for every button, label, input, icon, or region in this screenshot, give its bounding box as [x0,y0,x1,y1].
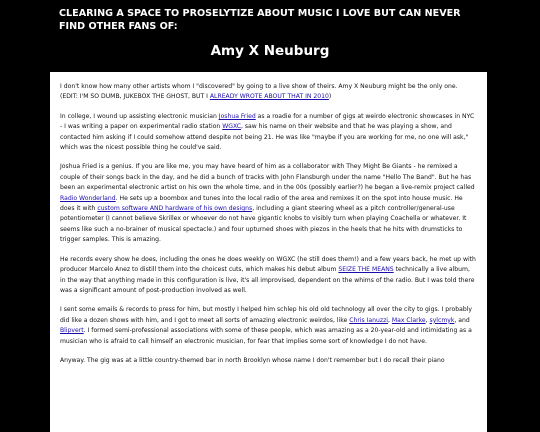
link-already-wrote-2010[interactable]: ALREADY WROTE ABOUT THAT IN 2010 [209,93,329,101]
link-joshua-fried[interactable]: Joshua Fried [218,112,256,120]
text: ) [328,93,332,101]
link-sylcmyk[interactable]: sylcmyk [429,316,455,324]
text: Anyway. The gig was at a little country-themed bar in north Brooklyn whose name I don't remember but I do recall their piano [60,356,445,364]
text: , [425,316,430,324]
site-header-title: CLEARING A SPACE TO PROSELYTIZE ABOUT MUSIC I LOVE BUT CAN NEVER FIND OTHER FANS OF: [59,8,461,32]
text: as a roadie for a number of gigs at weirdo electronic showcases in NYC - I was writing a paper on experimental radio station [60,112,475,131]
link-radio-wonderland[interactable]: Radio Wonderland [60,194,116,202]
text: Joshua Fried is a genius. If you are like me, you may have heard of him as a collaborator with They Might Be Giants - he remixed a couple of their songs back in the day, and he did a bunch of tracks with John Flansburgh under the name "Hello The Band". But he has been an experimental electronic artist on his own the whole time, and in the 00s (possibly earlier?) he began a live-remix project called [60,163,475,192]
paragraph-4 [60,255,477,297]
page-title: Amy X Neuburg [210,43,330,59]
text: , saw his name on their website and that he was playing a show, and contacted him asking if I could somehow attend despite not being 21. He was like "maybe if you are working for me, no one will ask," which was the nicest possible thing he could've said. [60,123,469,152]
paragraph-5 [60,305,477,347]
link-chris-ianuzzi[interactable]: Chris Ianuzzi [349,316,388,324]
text: , including a giant steering wheel as a pitch controller/general-use potentiometer (I cannot believe Skrillex or whoever do not have gigantic knobs to visibly turn when playing Coachella or whatever. It seems like such a no-brainer of musical spectacle.) and four upturned shoes with piezos in the heels that he hits with drumsticks to trigger samples. This is amazing. [60,205,467,244]
text: In college, I wound up assisting electronic musician [60,112,219,120]
text: . I formed semi-professional associations with some of these people, which was amazing as a 20-year-old and intimidating as a musician who is afraid to call himself an electronic musician, for fear that implies some sort of knowledge I do not have. [60,327,472,345]
paragraph-1 [60,82,477,103]
link-blipvert[interactable]: Blipvert [60,327,84,335]
text: technically a live album, in the way that anything made in this configuration is live, it's all improvised, dependent on the whims of the radio. But I was told there was a significant amount of post-production involved as well. [60,266,475,294]
paragraph-2 [60,112,477,154]
paragraph-6 [60,356,477,366]
text: He records every show he does, including the ones he does weekly on WGXC (he still does them!) and a few years back, he met up with producer Marcelo Anez to distill them into the choicest cuts, which makes his debut album [60,255,476,274]
article-body [50,72,487,432]
link-max-clarke[interactable]: Max Clarke [391,316,426,324]
text: I sent some emails & records to press for him, but mostly I helped him schlep his old old technology all over the city to gigs. I probably did like a dozen shows with him, and I got to meet all sorts of amazing electronic weirdos, like [60,306,473,324]
link-wgxc[interactable]: WGXC [222,123,241,131]
text: . He sets up a boombox and tunes into the local radio of the area and remixes it on the spot into house music. He does it with [60,194,463,213]
text: I don't know how many other artists whom I "discovered" by going to a live show of theirs. Amy X Neuburg might be the only one. (EDIT: I'M SO DUMB, JUKEBOX THE GHOST, BUT I [60,83,458,101]
text: , and [454,316,470,324]
link-seize-the-means[interactable]: SEIZE THE MEANS [338,266,394,274]
paragraph-3 [60,162,477,245]
link-custom-software[interactable]: custom software AND hardware of his own designs [97,205,253,213]
text: , [387,316,392,324]
